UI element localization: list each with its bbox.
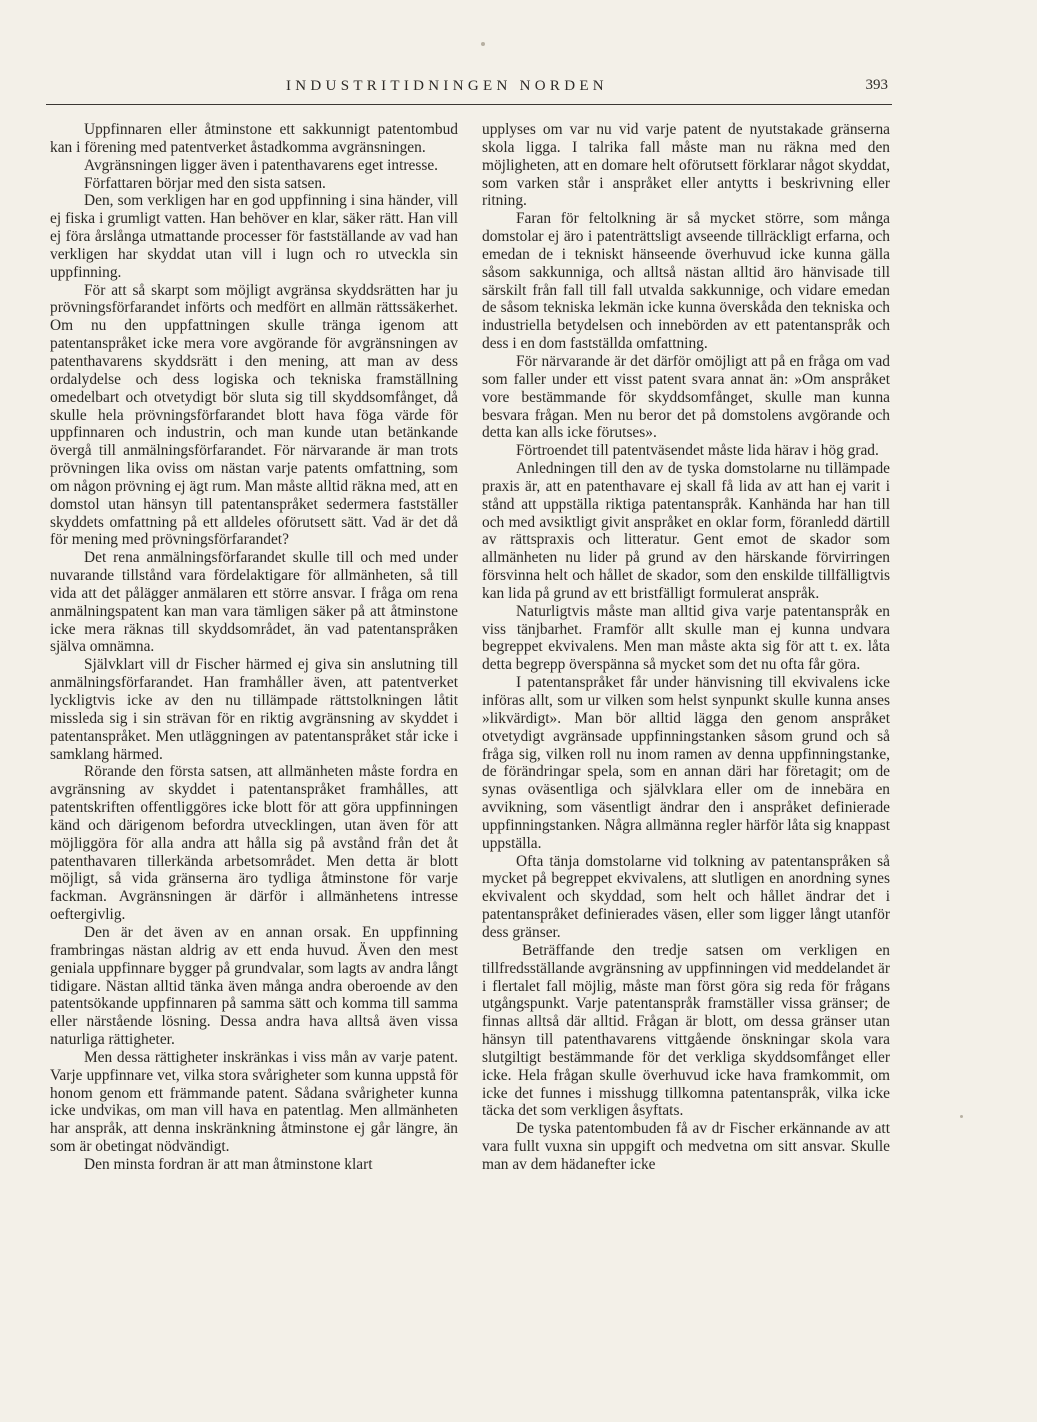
page-number: 393	[865, 77, 888, 93]
paragraph: Faran för feltolkning är så mycket större, som många domstolar ej äro i patenträttsligt avseende tillräckligt erfarna, och emedan de i tekniskt hänseende överhuvud icke kunna gälla såsom sakkunniga, och alltså nästan alltid äro hänvisade till särskilt från fall till fall utvalda sakkunnige, och vidare emedan de såsom tekniska lekmän icke kunna överskåda den tekniska och industriella betydelsen och innebörden av ett patentanspråk och dess i en dom fastställda omfattning.	[482, 210, 890, 353]
paragraph: Naturligtvis måste man alltid giva varje patentanspråk en viss tänjbarhet. Framför allt skulle man ej kunna undvara begreppet ekvivalens. Men man måste akta sig för att t. ex. låta detta begrepp överspänna så mycket som det nu ofta får göra.	[482, 602, 890, 674]
running-head: INDUSTRITIDNINGEN NORDEN	[286, 78, 608, 94]
paragraph: De tyska patentombuden få av dr Fischer erkännande av att vara fullt vuxna sin uppgift och medvetna om sitt ansvar. Skulle man av dem hädanefter icke	[482, 1120, 890, 1173]
paragraph: Förtroendet till patentväsendet måste lida härav i hög grad.	[516, 442, 879, 460]
paragraph: Den, som verkligen har en god uppfinning i sina händer, vill ej fiska i grumligt vatten. Han behöver en klar, säker rätt. Han vill ej föra årslånga utmattande processer för fastställande av vad han verkligen har skyddat utan vill i lugn och ro utveckla sin uppfinning.	[50, 192, 458, 281]
paragraph: Avgränsningen ligger även i patenthavarens eget intresse.	[84, 156, 438, 174]
paragraph: Det rena anmälningsförfarandet skulle till och med under nuvarande tillstånd vara fördelaktigare för allmänheten, så till vida att det pålägger anmälaren ett större ansvar. I fråga om rena anmälningspatent kan man vara tämligen säker på att åtminstone icke mera räknas till skyddsområdet, än vad patentanspråken själva omnämna.	[50, 549, 458, 656]
paragraph: För att så skarpt som möjligt avgränsa skyddsrätten har ju prövningsförfarandet införts och medfört en allmän rättssäkerhet. Om nu den uppfattningen skulle tränga igenom att patentanspråket icke mera vore avgörande för avgränsningen av patenthavarens skyddsrätt i den mening, att man av dess ordalydelse och dess logiska och tekniska framställning omedelbart och otvetydigt bör sluta sig till skyddsomfånget, då skulle hela prövningsförfarandet blott hava föga värde för uppfinnaren och industrin, och man kunde utan betänkande övergå till anmälningsförfarandet. För närvarande är man trots prövningen lika oviss om nästan varje patents omfattning, som om någon prövning ej ägt rum. Man måste alltid räkna med, att en domstol utan hänsyn till patentanspråket sedermera fastställer skyddets omfattning på ett alldeles oförutsett sätt. Vad är det då för mening med prövningsförfarandet?	[50, 281, 458, 549]
paragraph: Rörande den första satsen, att allmänheten måste fordra en avgränsning av skyddet i patentanspråket framhålles, att patentskriften offentliggöres icke blott för att göra uppfinningen känd och därigenom befordra utvecklingen, utan även för att möjliggöra för alla andra att hålla sig på avstånd från det åt patenthavaren tillerkända arbetsområdet. Men detta är blott möjligt, så vida gränserna äro tydliga åtminstone för varje fackman. Avgränsningen är därför i allmänhetens intresse oeftergivlig.	[50, 763, 458, 924]
paragraph: Anledningen till den av de tyska domstolarne nu tillämpade praxis är, att en patenthavare ej skall få lida av att han ej varit i stånd att uppställa riktiga patentanspråk. Kanhända har han till och med avsiktligt givit anspråket en oklar form, föranledd därtill av rättspraxis och litteratur. Gent emot de skador som allmänheten nu lider på grund av den härskande förvirringen försvinna helt och hållet de skador, som den enskilde tillfälligtvis kan lida på grund av ett bristfälligt formulerat anspråk.	[482, 460, 890, 602]
left-column	[50, 121, 458, 1174]
paragraph: Beträffande den tredje satsen om verkligen en tillfredsställande avgränsning av uppfinningen vid meddelandet är i flertalet fall möjlig, måste man först göra sig reda för frågans utgångspunkt. Varje patentanspråk framställer vissa gränser; de finnas alltså där alltid. Frågan är blott, om dessa gränser utan hänsyn till patenthavarens vittgående önskningar skola vara slutgiltigt bestämmande för det verkliga skyddsomfånget eller icke. Hela frågan skulle överhuvud icke hava framkommit, om icke det funnes i misshugg tillkomna patentanspråk, vilka icke täcka det som verkligen åsyftats.	[482, 941, 890, 1120]
header-rule	[46, 104, 892, 105]
paragraph: Uppfinnaren eller åtminstone ett sakkunnigt patentombud kan i förening med patentverket åstadkomma avgränsningen.	[50, 121, 458, 156]
paragraph: Författaren börjar med den sista satsen.	[84, 174, 326, 192]
paragraph: Men dessa rättigheter inskränkas i viss mån av varje patent. Varje uppfinnare vet, vilka stora svårigheter som kunna uppstå för honom genom ett främmande patent. Sådana svårigheter kunna icke undvikas, om man vill hava en patentlag. Men allmänheten har anspråk, att denna inskränkning åtminstone ej går längre, än som är obetingat nödvändigt.	[50, 1048, 458, 1156]
paragraph: I patentanspråket får under hänvisning till ekvivalens icke införas allt, som ur vilken som helst synpunkt skulle kunna anses »likvärdigt». Man bör alltid lägga den genom anspråket otvetydigt avgränsade uppfinningstanken såsom grund och så fråga sig, vilken roll nu inom ramen av denna uppfinningstanke, de förändringar spela, som en annan däri har företagit; om de synas oväsentliga och självklara eller om de innebära en avvikning, som väsentligt ändrar den i anspråket definierade uppfinningstanken. Några allmänna regler härför låta sig knappast uppställa.	[482, 674, 890, 852]
paragraph: För närvarande är det därför omöjligt att på en fråga om vad som faller under ett visst patent svara annat än: »Om anspråket vore bestämmande för skyddsomfånget, skulle man kunna besvara frågan. Men nu beror det på domstolens avgörande och detta kan alls icke förutses».	[482, 352, 890, 442]
paper-speck	[481, 42, 485, 46]
paragraph: Självklart vill dr Fischer härmed ej giva sin anslutning till anmälningsförfarandet. Han framhåller även, att patentverket lyckligtvis icke av den nu tillämpade rättstolkningen låtit missleda sig i sin strävan för en riktig avgränsning av skyddet i patentanspråket. Men utläggningen av patentanspråket står icke i samklang härmed.	[50, 656, 458, 763]
page-header	[258, 78, 890, 98]
paragraph: upplyses om var nu vid varje patent de nyutstakade gränserna skola ligga. I talrika fall måste man nu räkna med den möjligheten, att en domare helt oförutsett förklarar något skyddat, som varken står i anspråket eller antytts i beskrivning eller ritning.	[482, 121, 890, 210]
paragraph: Den är det även av en annan orsak. En uppfinning frambringas nästan aldrig av ett enda huvud. Även den mest geniala uppfinnare bygger på grundvalar, som lagts av andra långt tidigare. Nästan alltid tänka även många andra oberoende av den patentsökande uppfinnaren på samma sätt och komma till samma eller närstående lösning. Dessa andra hava alltså även vissa naturliga rättigheter.	[50, 923, 458, 1049]
right-column	[482, 121, 890, 1174]
paper-speck	[960, 1115, 963, 1118]
paragraph: Den minsta fordran är att man åtminstone klart	[84, 1155, 373, 1173]
paragraph: Ofta tänja domstolarne vid tolkning av patentanspråken så mycket på begreppet ekvivalens, att slutligen en anordning synes ekvivalent och skyddad, som helt och hållet ändrar det i patentanspråket definierades väsen, eller som ligger långt utanför dess gränser.	[482, 852, 890, 941]
